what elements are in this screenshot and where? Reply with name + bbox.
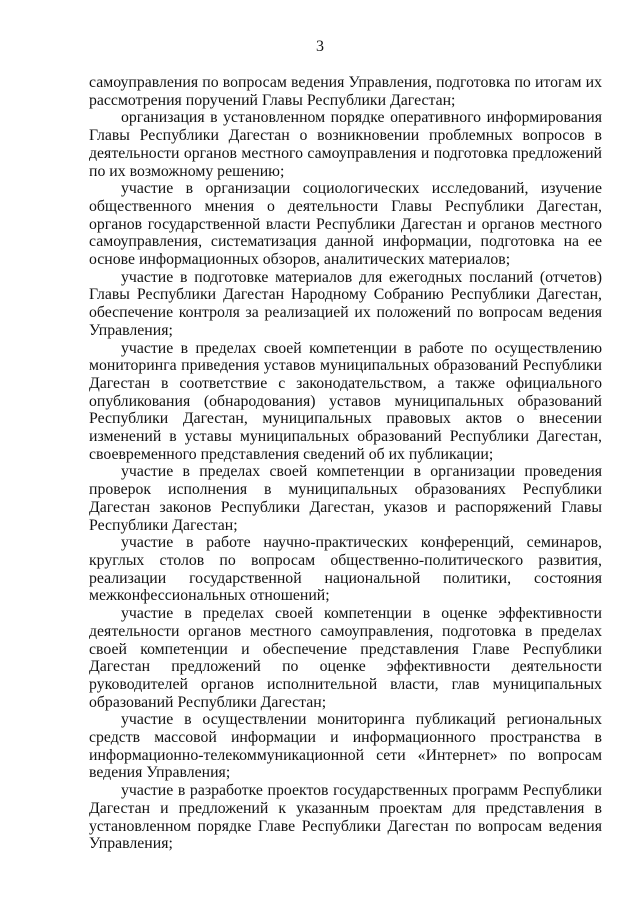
paragraph-sociological-research: участие в организации социологических исследований, изучение общественного мнения о деятельности Главы Республики Дагестан, органов государственной власти Республики Дагестан и органов местного самоуправления, систематизация данной информации, подготовка на ее основе информационных обзоров, аналитических материалов; [89, 180, 602, 269]
paragraph-efficiency-assessment: участие в пределах своей компетенции в оценке эффективности деятельности органов местного самоуправления, подготовка в пределах своей компетенции и обеспечение представления Главе Республики Дагестан предложений по оценке эффективности деятельности руководителей органов исполнительной власти, глав муниципальных образований Республики Дагестан; [89, 605, 602, 711]
document-body [89, 74, 602, 853]
paragraph-inspections: участие в пределах своей компетенции в организации проведения проверок исполнения в муниципальных образованиях Республики Дагестан законов Республики Дагестан, указов и распоряжений Главы Республики Дагестан; [89, 463, 602, 534]
paragraph-conferences: участие в работе научно-практических конференций, семинаров, круглых столов по вопросам общественно-политического развития, реализации государственной национальной политики, состояния межконфессиональных отношений; [89, 534, 602, 605]
page-number: 3 [316, 38, 324, 55]
paragraph-media-monitoring: участие в осуществлении мониторинга публикаций региональных средств массовой информации и информационного пространства в информационно-телекоммуникационной сети «Интернет» по вопросам ведения Управления; [89, 711, 602, 782]
paragraph-charters-monitoring: участие в пределах своей компетенции в работе по осуществлению мониторинга приведения уставов муниципальных образований Республики Дагестан в соответствие с законодательством, а также официального опубликования (обнародования) уставов муниципальных образований Республики Дагестан, муниципальных правовых актов о внесении изменений в уставы муниципальных образований Республики Дагестан, своевременного представления сведений об их публикации; [89, 339, 602, 463]
paragraph-annual-messages: участие в подготовке материалов для ежегодных посланий (отчетов) Главы Республики Дагестан Народному Собранию Республики Дагестан, обеспечение контроля за реализацией их положений по вопросам ведения Управления; [89, 268, 602, 339]
paragraph-informing: организация в установленном порядке оперативного информирования Главы Республики Дагестан о возникновении проблемных вопросов в деятельности органов местного самоуправления и подготовка предложений по их возможному решению; [89, 109, 602, 180]
paragraph-continued: самоуправления по вопросам ведения Управления, подготовка по итогам их рассмотрения поручений Главы Республики Дагестан; [89, 74, 602, 109]
paragraph-state-programs: участие в разработке проектов государственных программ Республики Дагестан и предложений к указанным проектам для представления в установленном порядке Главе Республики Дагестан по вопросам ведения Управления; [89, 782, 602, 853]
